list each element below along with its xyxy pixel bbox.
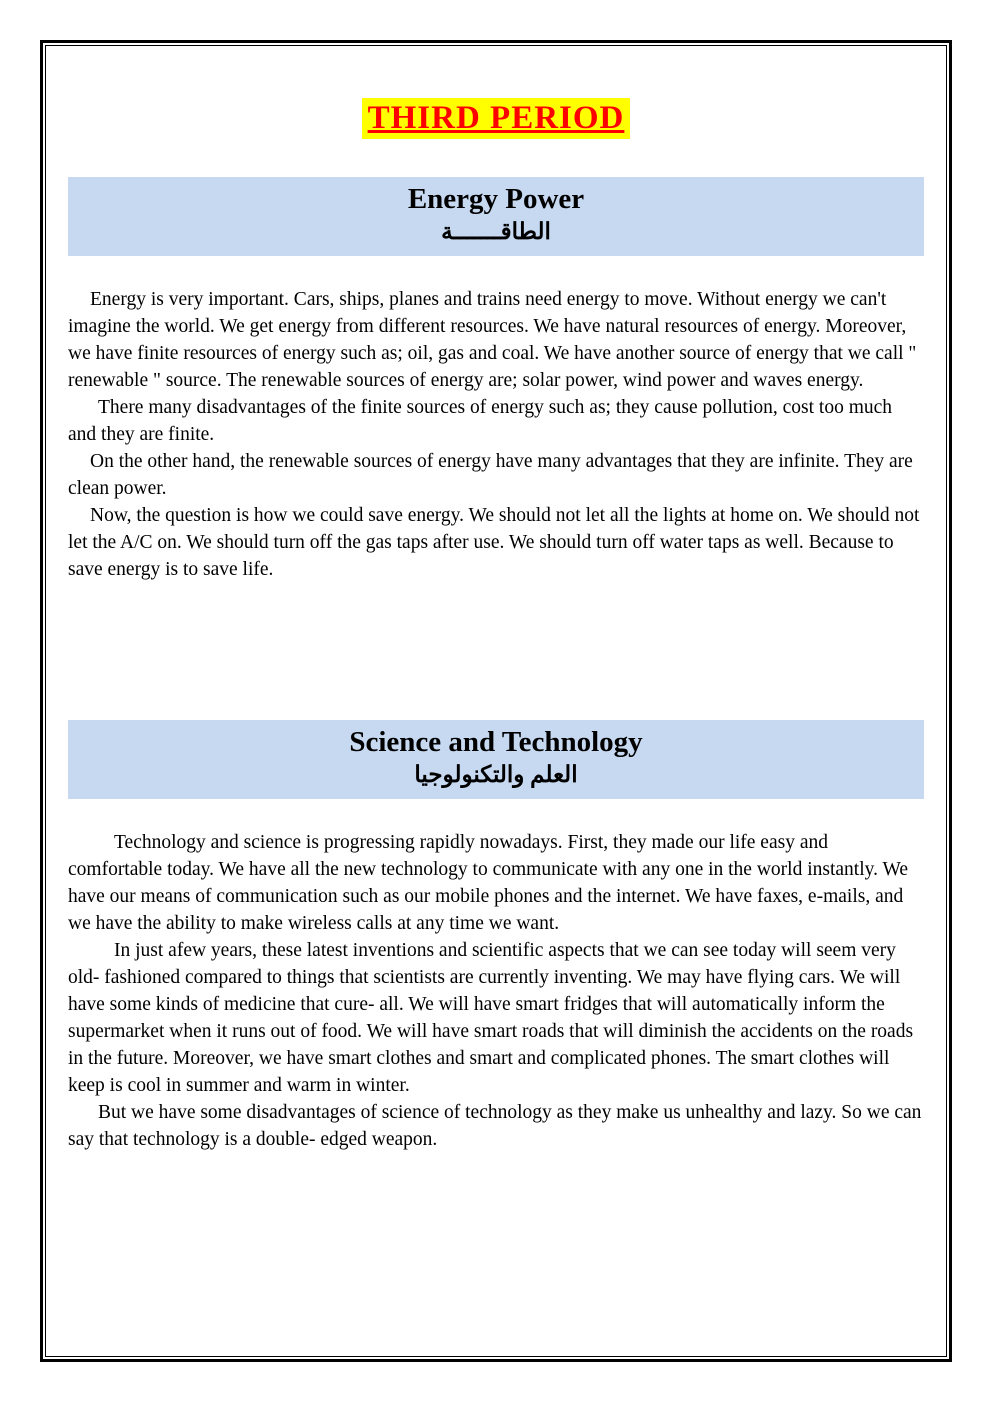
paragraph: There many disadvantages of the finite sources of energy such as; they cause pollution, cost too much and they are finite. [68,397,893,445]
section-heading-arabic: العلم والتكنولوجيا [414,762,578,787]
section-heading-english: Energy Power [407,183,585,215]
section-heading-arabic: الطاقـــــــة [441,219,551,244]
section-body-energy-power [68,286,924,638]
paragraph: Energy is very important. Cars, ships, planes and trains need energy to move. Without energy we can't imagine the world. We get energy from different resources. We have natural resources of energy. Moreover, we have finite resources of energy such as; oil, gas and coal. We have another source of energy that we call " renewable " source. The renewable sources of energy are; solar power, wind power and waves energy. [68,289,917,391]
section-header-science-technology [68,720,924,799]
section-heading-english: Science and Technology [349,726,643,758]
section-header-energy-power [68,177,924,256]
paragraph: In just afew years, these latest inventions and scientific aspects that we can see today will seem very old- fashioned compared to things that scientists are currently inventing. We may have flying cars. We will have some kinds of medicine that cure- all. We will have smart fridges that will automatically inform the supermarket when it runs out of food. We will have smart roads that will diminish the accidents on the roads in the future. Moreover, we have smart clothes and smart and complicated phones. The smart clothes will keep is cool in summer and warm in winter. [68,940,914,1096]
page-title-container [68,98,924,139]
paragraph: Technology and science is progressing rapidly nowadays. First, they made our life easy and comfortable today. We have all the new technology to communicate with any one in the world instantly. We have our means of communication such as our mobile phones and the internet. We have faxes, e-mails, and we have the ability to make wireless calls at any time we want. [68,832,909,934]
page-border-inner [45,45,947,1357]
paragraph: Now, the question is how we could save energy. We should not let all the lights at home on. We should not let the A/C on. We should turn off the gas taps after use. We should turn off water taps as well. Because to save energy is to save life. [68,505,920,580]
paragraph: On the other hand, the renewable sources of energy have many advantages that they are infinite. They are clean power. [68,451,913,499]
section-spacer [68,638,924,720]
section-body-science-technology [68,829,924,1153]
page-border-outer [40,40,952,1362]
page-title: THIRD PERIOD [362,98,631,139]
paragraph: But we have some disadvantages of science of technology as they make us unhealthy and lazy. So we can say that technology is a double- edged weapon. [68,1102,922,1150]
